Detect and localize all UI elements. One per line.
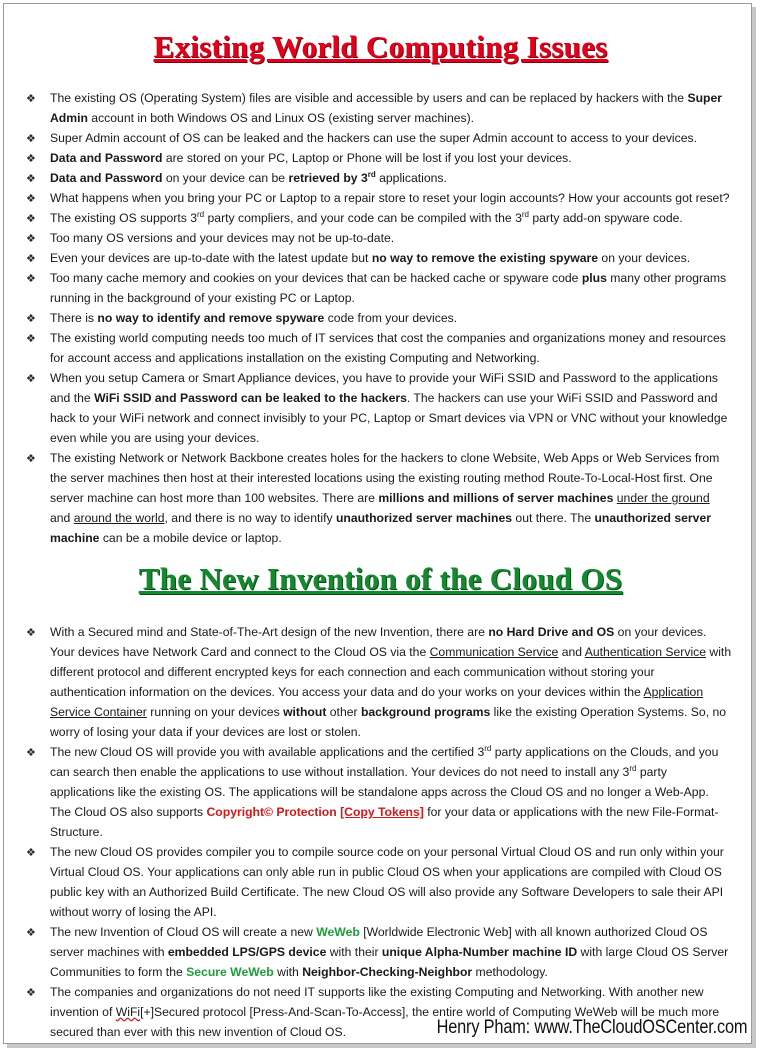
text-segment: account in both Windows OS and Linux OS (existing server machines). (87, 111, 475, 125)
list-item (0, 368, 732, 448)
list-item (0, 268, 732, 308)
text-segment: and (558, 645, 585, 659)
list-item (0, 208, 732, 228)
diamond-bullet-icon: ❖ (26, 452, 36, 465)
diamond-bullet-icon: ❖ (26, 926, 36, 939)
text-segment: What happens when you bring your PC or Laptop to a repair store to reset your login accounts? How your accounts got reset? (50, 191, 730, 205)
text-segment: The existing world computing needs too much of IT services that cost the companies and organizations money and resources for account access and applications installation on the existing Computing and Networking. (50, 331, 726, 365)
diamond-bullet-icon: ❖ (26, 232, 36, 245)
list-item (0, 128, 732, 148)
text-segment: retrieved by 3 (288, 171, 368, 185)
text-segment: unauthorized server machines (335, 511, 513, 525)
diamond-bullet-icon: ❖ (26, 986, 36, 999)
text-segment: no Hard Drive and OS (488, 625, 615, 639)
text-segment: rd (629, 763, 637, 773)
diamond-bullet-icon: ❖ (26, 92, 36, 105)
text-segment: WiFi (115, 1005, 141, 1019)
text-segment: plus (581, 271, 607, 285)
diamond-bullet-icon: ❖ (26, 332, 36, 345)
text-segment: rd (367, 169, 376, 179)
diamond-bullet-icon: ❖ (26, 212, 36, 225)
text-segment: Even your devices are up-to-date with the latest update but (50, 251, 372, 265)
text-segment: The existing OS supports 3 (50, 211, 197, 225)
text-segment: for your data or applications with the new File-Format-Structure. (50, 805, 719, 839)
text-segment: out there. The (512, 511, 595, 525)
text-segment: Data and Password (50, 151, 163, 165)
text-segment: Data and Password (50, 171, 163, 185)
invention-list (0, 622, 732, 1042)
text-segment: with large Cloud OS Server Communities to form the (50, 945, 729, 979)
diamond-bullet-icon: ❖ (26, 152, 36, 165)
text-segment: rd (197, 209, 205, 219)
list-item (0, 842, 732, 922)
text-segment: party applications on the Clouds, and you can search then enable the applications to use without installation. Your devices do not need to install any 3 (50, 745, 719, 779)
list-item (0, 88, 732, 128)
text-segment: The new Invention of Cloud OS will create a new (50, 925, 317, 939)
list-item (0, 228, 732, 248)
heading-existing-issues: Existing World Computing Issues (153, 29, 608, 64)
text-segment: . (568, 151, 572, 165)
diamond-bullet-icon: ❖ (26, 312, 36, 325)
text-segment: [Copy Tokens] (340, 805, 424, 819)
text-segment: background programs (360, 705, 491, 719)
text-segment: The new Cloud OS will provide you with available applications and the certified 3 (50, 745, 485, 759)
text-segment: The new Cloud OS provides compiler you to compile source code on your personal Virtual Cloud OS and run only within your Virtual Cloud OS. Your applications can only able run in public Cloud OS when your applications are compiled with Cloud OS public key with an Authorized Build Certificate. The new Cloud OS will also provide any Software Developers to sale their API without worry of losing the API. (50, 845, 724, 919)
text-segment: around the world (73, 511, 165, 525)
text-segment: . (443, 171, 447, 185)
text-segment: under the ground (616, 491, 710, 505)
list-item (0, 742, 732, 842)
text-segment: can be a mobile device or laptop. (99, 531, 282, 545)
text-segment: Application Service Container (50, 685, 704, 719)
list-item (0, 188, 732, 208)
text-segment: Super Admin (50, 91, 722, 125)
list-item (0, 448, 732, 548)
diamond-bullet-icon: ❖ (26, 192, 36, 205)
diamond-bullet-icon: ❖ (26, 746, 36, 759)
text-segment: , and there is no way to identify (164, 511, 336, 525)
text-segment: Copyright© Protection (206, 805, 337, 819)
list-item (0, 168, 732, 188)
text-segment: WiFi SSID and Password can be leaked to the hackers (94, 391, 407, 405)
text-segment: Neighbor-Checking-Neighbor (302, 965, 473, 979)
text-segment: The companies and organizations do not need IT supports like the existing Computing and Networking. With another new invention of (50, 985, 704, 1019)
text-segment: Secure WeWeb (186, 965, 274, 979)
list-item (0, 148, 732, 168)
text-segment: with (273, 965, 303, 979)
text-segment: There is (50, 311, 98, 325)
text-segment: party compliers, and your code can be compiled with the 3 (204, 211, 522, 225)
text-segment: When you setup Camera or Smart Appliance devices, you have to provide your WiFi SSID and Password to the applications and the (50, 371, 718, 405)
author-signature: Henry Pham: www.TheCloudOSCenter.com (436, 1017, 747, 1038)
text-segment: without (283, 705, 327, 719)
text-segment: Too many OS versions and your devices may not be up-to-date. (50, 231, 395, 245)
list-item (0, 328, 732, 368)
text-segment: [+]Secured protocol [Press-And-Scan-To-Access], the entire world of Computing WeWeb will be much more secured than ever with this new invention of Cloud OS. (50, 1005, 720, 1039)
text-segment: no way to identify and remove spyware (97, 311, 325, 325)
diamond-bullet-icon: ❖ (26, 846, 36, 859)
text-segment: [Worldwide Electronic Web] with all known authorized Cloud OS server machines with (50, 925, 708, 959)
diamond-bullet-icon: ❖ (26, 626, 36, 639)
text-segment: methodology. (472, 965, 548, 979)
text-segment: WeWeb (316, 925, 360, 939)
text-segment: party applications like the existing OS. The applications will be standalone apps across the Cloud OS and no longer a Web-App. The Cloud OS also supports (50, 765, 709, 819)
diamond-bullet-icon: ❖ (26, 252, 36, 265)
text-segment: other (326, 705, 361, 719)
text-segment: The existing Network or Network Backbone creates holes for the hackers to clone Website, Web Apps or Web Services from the server machines then host at their interested locations using the existing routing method Route-To-Local-Host first. One server machine can host more than 100 websites. There are (50, 451, 720, 505)
list-item (0, 248, 732, 268)
text-segment: . The hackers can use your WiFi SSID and Password and hack to your WiFi network and connect invisibly to your PC, Laptop or Smart devices via VPN or VNC without your knowledge even while you are using your devices. (50, 391, 728, 445)
text-segment: and (50, 511, 74, 525)
text-segment: applications (375, 171, 444, 185)
text-segment: Super Admin account of OS can be leaked and the hackers can use the super Admin account to access to your devices. (50, 131, 697, 145)
text-segment: rd (521, 209, 529, 219)
diamond-bullet-icon: ❖ (26, 272, 36, 285)
text-segment: unauthorized server machine (50, 511, 711, 545)
text-segment: unique Alpha-Number machine ID (381, 945, 578, 959)
text-segment: on your device can be (162, 171, 289, 185)
text-segment: with different protocol and different encrypted keys for each connection and each communication without storing your authentication information on the devices. You access your data and do your works on your devices within the (50, 645, 732, 699)
text-segment: running on your devices (146, 705, 284, 719)
text-segment: Communication Service (429, 645, 559, 659)
text-segment: millions and millions of server machines (378, 491, 614, 505)
list-item (0, 308, 732, 328)
heading-cloud-os-invention: The New Invention of the Cloud OS (138, 561, 623, 596)
issues-list (0, 88, 732, 548)
text-segment: embedded LPS/GPS device (167, 945, 327, 959)
diamond-bullet-icon: ❖ (26, 372, 36, 385)
text-segment: party add-on spyware code. (528, 211, 683, 225)
text-segment: Too many cache memory and cookies on your devices that can be hacked cache or spyware code (50, 271, 582, 285)
text-segment: rd (484, 743, 492, 753)
text-segment: many other programs running in the background of your existing PC or Laptop. (50, 271, 727, 305)
text-segment: on your devices. (598, 251, 691, 265)
text-segment: on your devices. Your devices have Network Card and connect to the Cloud OS via the (50, 625, 707, 659)
list-item (0, 922, 732, 982)
text-segment: no way to remove the existing spyware (371, 251, 599, 265)
text-segment: lost if you lost your devices (422, 151, 569, 165)
list-item (0, 622, 732, 742)
diamond-bullet-icon: ❖ (26, 132, 36, 145)
text-segment: code from your devices. (324, 311, 458, 325)
text-segment: with their (326, 945, 382, 959)
text-segment: The existing OS (Operating System) files are visible and accessible by users and can be replaced by hackers with the (50, 91, 688, 105)
text-segment: like the existing Operation Systems. So, no worry of losing your data if your devices are lost or stolen. (50, 705, 727, 739)
text-segment: With a Secured mind and State-of-The-Art design of the new Invention, there are (50, 625, 489, 639)
text-segment: are stored on your PC, Laptop or Phone will be (162, 151, 423, 165)
text-segment: Authentication Service (584, 645, 707, 659)
diamond-bullet-icon: ❖ (26, 172, 36, 185)
